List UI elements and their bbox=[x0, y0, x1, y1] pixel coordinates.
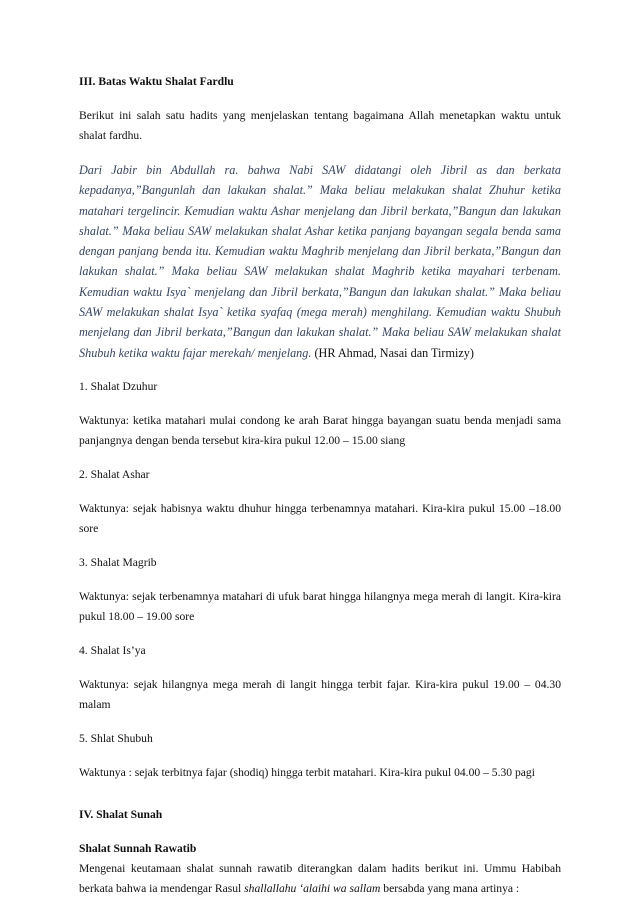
prayer-5-time: Waktunya : sejak terbitnya fajar (shodiq) hingga terbit matahari. Kira-kira pukul 04.00 – 5.30 pagi bbox=[79, 765, 535, 779]
prayer-1-name: 1. Shalat Dzuhur bbox=[79, 379, 158, 393]
section-4-subtitle: Shalat Sunnah Rawatib bbox=[79, 841, 197, 855]
section-4-body-start: Mengenai keutamaan shalat sunnah rawatib diterangkan dalam hadits berikut ini. Ummu Habibah berkata bahwa ia mendengar Rasul bbox=[79, 861, 561, 895]
section-4-body bbox=[79, 859, 561, 899]
prayer-3-name: 3. Shalat Magrib bbox=[79, 555, 157, 569]
section-4-body-end: bersabda yang mana artinya : bbox=[380, 881, 520, 895]
section-4-body-italic: shallallahu ‘alaihi wa sallam bbox=[244, 881, 381, 895]
prayer-5-name: 5. Shlat Shubuh bbox=[79, 731, 153, 745]
hadith-quote bbox=[79, 160, 561, 363]
prayer-4-time: Waktunya: sejak hilangnya mega merah di langit hingga terbit fajar. Kira-kira pukul 19.00 – 04.30 malam bbox=[79, 677, 561, 711]
prayer-2-time: Waktunya: sejak habisnya waktu dhuhur hingga terbenamnya matahari. Kira-kira pukul 15.00 –18.00 sore bbox=[79, 501, 561, 535]
prayer-1-time: Waktunya: ketika matahari mulai condong ke arah Barat hingga bayangan suatu benda menjadi sama panjangnya dengan benda tersebut kira-kira pukul 12.00 – 15.00 siang bbox=[79, 413, 561, 447]
hadith-source: (HR Ahmad, Nasai dan Tirmizy) bbox=[311, 345, 474, 360]
prayer-4-name: 4. Shalat Is’ya bbox=[79, 643, 146, 657]
section-4-title: IV. Shalat Sunah bbox=[79, 807, 163, 821]
prayer-2-name: 2. Shalat Ashar bbox=[79, 467, 150, 481]
prayer-3-time: Waktunya: sejak terbenamnya matahari di ufuk barat hingga hilangnya mega merah di langit. Kira-kira pukul 18.00 – 19.00 sore bbox=[79, 589, 561, 623]
section-3-intro: Berikut ini salah satu hadits yang menjelaskan tentang bagaimana Allah menetapkan waktu untuk shalat fardhu. bbox=[79, 109, 561, 142]
document-page bbox=[79, 72, 561, 899]
hadith-text: Dari Jabir bin Abdullah ra. bahwa Nabi SAW didatangi oleh Jibril as dan berkata kepadanya,”Bangunlah dan lakukan shalat.” Maka beliau melakukan shalat Zhuhur ketika matahari tergelincir. Kemudian waktu Ashar menjelang dan Jibril berkata,”Bangun dan lakukan shalat.” Maka beliau SAW melakukan shalat Ashar ketika panjang bayangan segala benda sama dengan panjang benda itu. Kemudian waktu Maghrib menjelang dan Jibril berkata,”Bangun dan lakukan shalat.” Maka beliau SAW melakukan shalat Maghrib ketika mayahari terbenam. Kemudian waktu Isya` menjelang dan Jibril berkata,”Bangun dan lakukan shalat.” Maka beliau SAW melakukan shalat Isya` ketika syafaq (mega merah) menghilang. Kemudian waktu Shubuh menjelang dan Jibril berkata,”Bangun dan lakukan shalat.” Maka beliau SAW melakukan shalat Shubuh ketika waktu fajar merekah/ menjelang. bbox=[79, 163, 561, 360]
section-3-title: III. Batas Waktu Shalat Fardlu bbox=[79, 75, 234, 88]
